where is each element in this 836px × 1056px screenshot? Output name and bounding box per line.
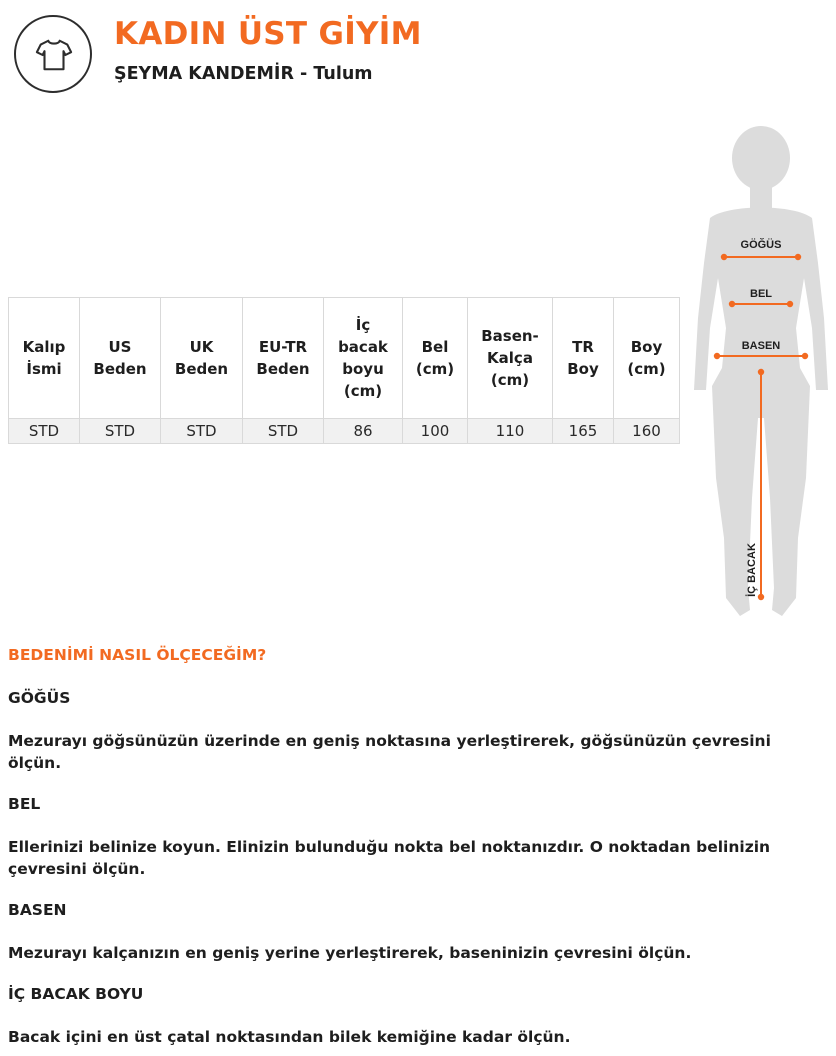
column-header: US Beden: [80, 298, 161, 419]
hip-label: BASEN: [741, 340, 781, 352]
column-header: EU-TR Beden: [243, 298, 324, 419]
inseam-label: İÇ BACAK: [746, 543, 758, 597]
table-header-row: [9, 298, 680, 419]
tshirt-icon: [35, 36, 73, 74]
guide-heading: BEDENİMİ NASIL ÖLÇECEĞİM?: [8, 646, 267, 664]
header: [14, 14, 814, 94]
product-name: ŞEYMA KANDEMİR - Tulum: [114, 64, 373, 84]
guide-item-title: GÖĞÜS: [8, 689, 71, 707]
column-header: Boy (cm): [614, 298, 680, 419]
guide-item-title: İÇ BACAK BOYU: [8, 985, 144, 1003]
table-cell: STD: [9, 419, 80, 444]
guide-item-title: BEL: [8, 795, 41, 813]
column-header: Basen-Kalça (cm): [468, 298, 553, 419]
table-cell: STD: [161, 419, 243, 444]
column-header: Kalıp İsmi: [9, 298, 80, 419]
column-header: İç bacak boyu (cm): [324, 298, 403, 419]
guide-item-title: BASEN: [8, 901, 67, 919]
table-cell: 165: [553, 419, 614, 444]
table-cell: 110: [468, 419, 553, 444]
table-cell: 86: [324, 419, 403, 444]
column-header: TR Boy: [553, 298, 614, 419]
size-table: [8, 297, 680, 444]
guide-item-text: Ellerinizi belinize koyun. Elinizin bulunduğu nokta bel noktanızdır. O noktadan belinizin çevresini ölçün.: [8, 838, 771, 878]
measurement-guide: [8, 642, 823, 1056]
table-row: [9, 419, 680, 444]
measurement-figure: [688, 118, 836, 626]
guide-item-text: Bacak içini en üst çatal noktasından bilek kemiğine kadar ölçün.: [8, 1028, 571, 1046]
column-header: UK Beden: [161, 298, 243, 419]
table-cell: 160: [614, 419, 680, 444]
table-cell: STD: [80, 419, 161, 444]
guide-item-text: Mezurayı kalçanızın en geniş yerine yerleştirerek, baseninizin çevresini ölçün.: [8, 944, 692, 962]
guide-item-text: Mezurayı göğsünüzün üzerinde en geniş noktasına yerleştirerek, göğsünüzün çevresini ölçün.: [8, 732, 771, 772]
category-badge: [14, 15, 92, 93]
bust-label: GÖĞÜS: [740, 239, 782, 251]
table-cell: STD: [243, 419, 324, 444]
column-header: Bel (cm): [403, 298, 468, 419]
table-cell: 100: [403, 419, 468, 444]
page-title: KADIN ÜST GİYİM: [114, 16, 422, 52]
waist-label: BEL: [750, 288, 772, 300]
body-silhouette: [688, 118, 836, 626]
